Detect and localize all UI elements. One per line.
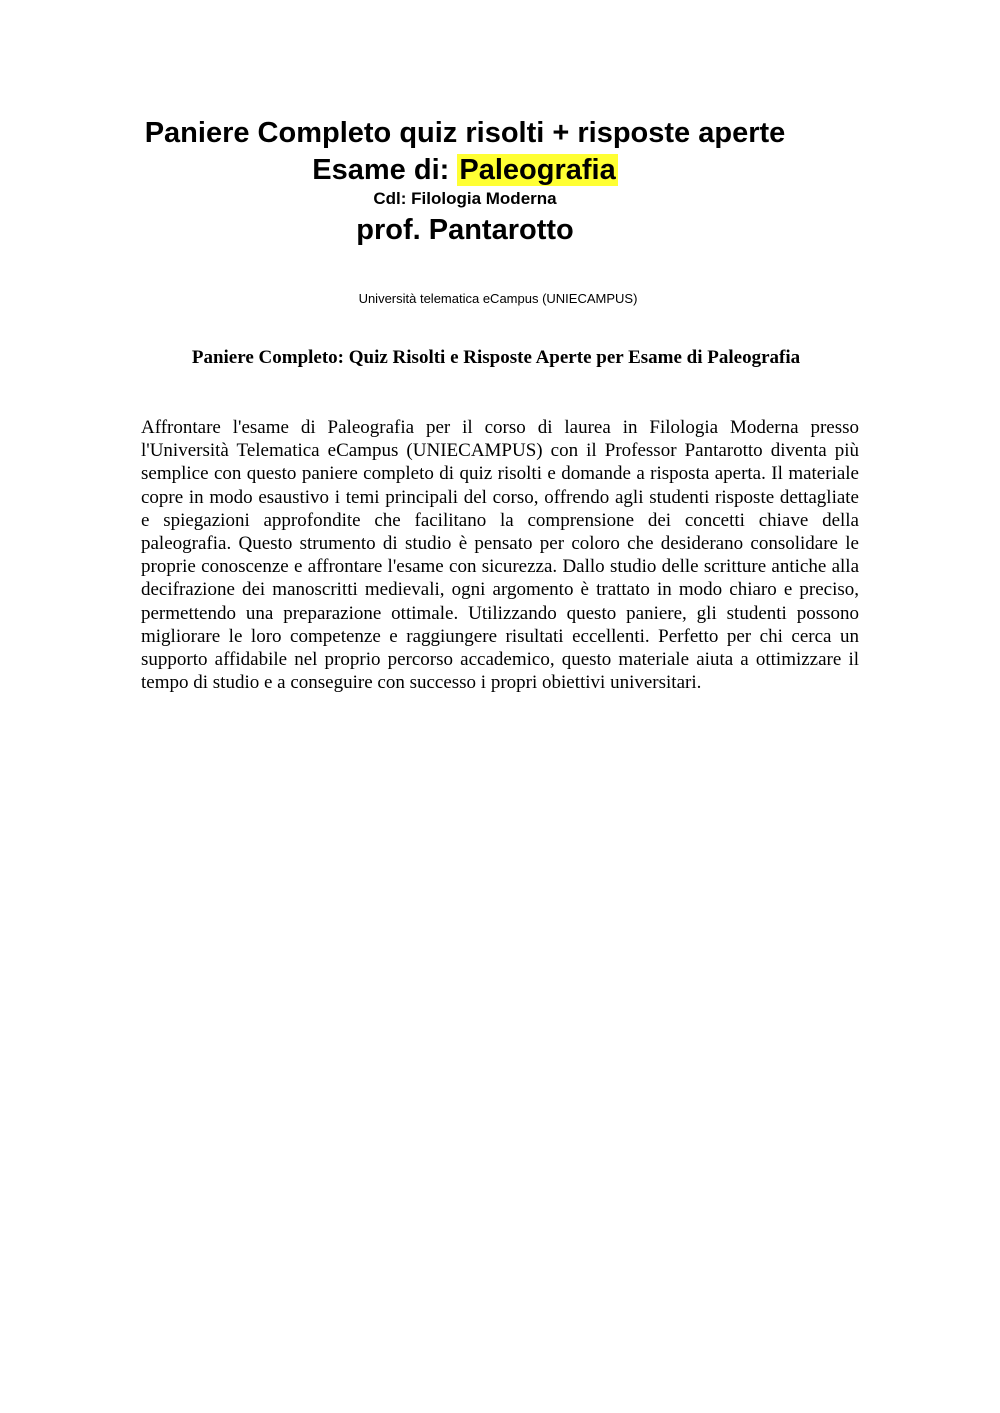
cdl-text: Cdl: Filologia Moderna xyxy=(373,189,557,208)
document-title xyxy=(0,114,930,152)
professor-text: prof. Pantarotto xyxy=(356,214,574,246)
cdl-line xyxy=(0,188,930,210)
exam-prefix: Esame di: xyxy=(312,154,458,186)
professor-line xyxy=(0,211,930,249)
exam-line xyxy=(0,151,930,189)
section-heading: Paniere Completo: Quiz Risolti e Risposte Aperte per Esame di Paleografia xyxy=(191,347,801,368)
university-name: Università telematica eCampus (UNIECAMPUS) xyxy=(358,291,638,306)
body-paragraph: Affrontare l'esame di Paleografia per il corso di laurea in Filologia Moderna presso l'Università Telematica eCampus (UNIECAMPUS) con il Professor Pantarotto diventa più semplice con questo paniere completo di quiz risolti e domande a risposta aperta. Il materiale copre in modo esaustivo i temi principali del corso, offrendo agli studenti risposte dettagliate e spiegazioni approfondite che facilitano la comprensione dei concetti chiave della paleografia. Questo strumento di studio è pensato per coloro che desiderano consolidare le proprie conoscenze e affrontare l'esame con sicurezza. Dallo studio delle scritture antiche alla decifrazione dei manoscritti medievali, ogni argomento è trattato in modo chiaro e preciso, permettendo una preparazione ottimale. Utilizzando questo paniere, gli studenti possono migliorare le loro competenze e raggiungere risultati eccellenti. Perfetto per chi cerca un supporto affidabile nel proprio percorso accademico, questo materiale aiuta a ottimizzare il tempo di studio e a conseguire con successo i propri obiettivi universitari. xyxy=(141,417,859,694)
title-text: Paniere Completo quiz risolti + risposte aperte xyxy=(144,117,786,149)
exam-subject-highlight: Paleografia xyxy=(459,154,616,186)
